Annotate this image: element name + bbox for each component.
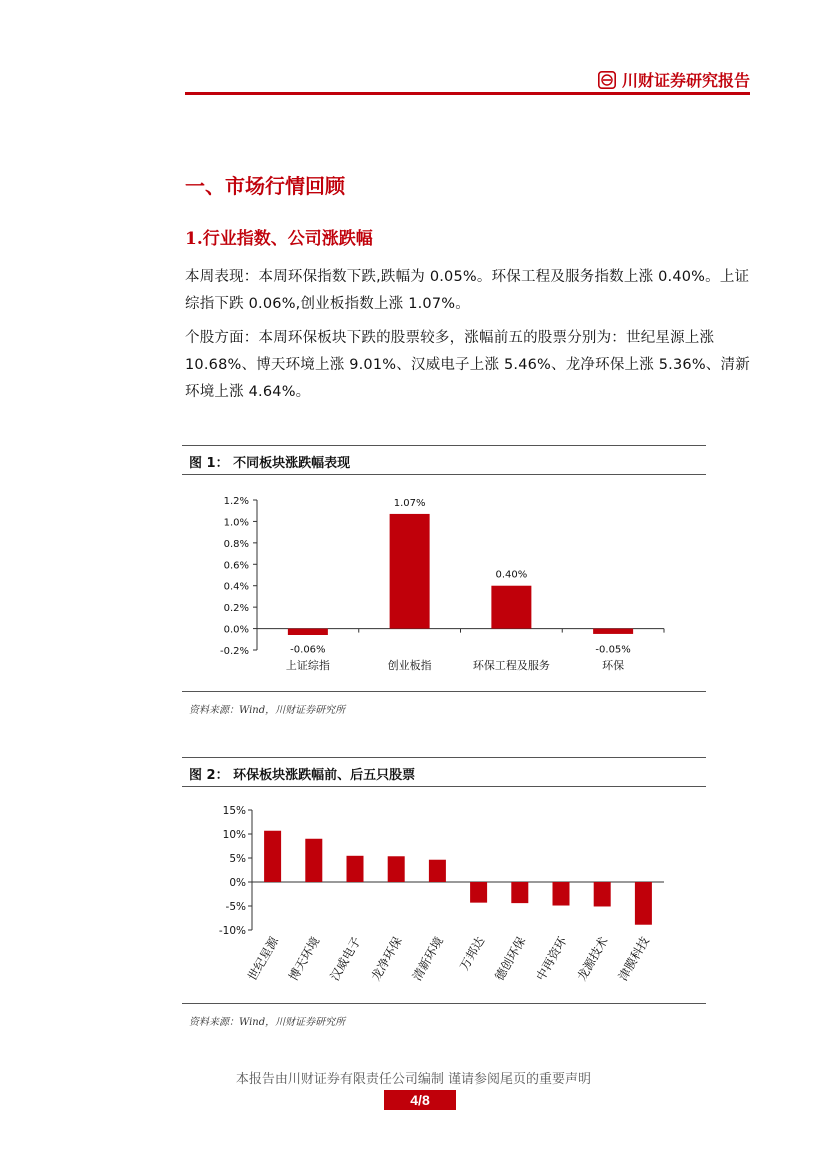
category-label: 清新环境 [409,934,446,984]
paragraph-stocks: 个股方面：本周环保板块下跌的股票较多，涨幅前五的股票分别为：世纪星源上涨 10.68%、博天环境上涨 9.01%、汉威电子上涨 5.46%、龙净环保上涨 5.36%、清新环境上涨 4.64%。 [185,330,750,400]
y-tick-label: -10% [218,925,246,937]
y-tick-label: 0.6% [223,560,249,572]
category-label: 汉威电子 [327,934,364,984]
y-tick-label: 0.0% [223,624,249,636]
bar [470,882,487,903]
bar [429,860,446,882]
figure2-top-rule [182,757,706,758]
bar [390,514,430,629]
y-tick-label: 0.2% [223,603,249,615]
footer-statement: 本报告由川财证券有限责任公司编制 谨请参阅尾页的重要声明 [235,1072,592,1087]
category-label: 龙净环保 [368,934,405,984]
figure2-source: 资料来源：Wind，川财证券研究所 [189,1017,346,1028]
bar [347,856,364,882]
figure1-title: 图 1： 不同板块涨跌幅表现 [189,456,351,471]
category-label: 津膜科技 [615,934,652,984]
data-label: -0.06% [290,644,326,656]
bar [264,831,281,882]
category-label: 博天环境 [286,934,323,984]
data-label: 0.40% [495,569,528,581]
y-tick-label: -0.2% [219,646,249,657]
y-tick-label: 10% [222,829,246,841]
subsection-title: 1.行业指数、公司涨跌幅 [185,229,373,249]
figure1-chart [182,478,706,690]
bar [491,586,531,629]
data-label: 1.07% [393,497,426,509]
data-label: -0.05% [595,644,631,656]
figure2-title: 图 2： 环保板块涨跌幅前、后五只股票 [189,768,416,783]
brand-name: 川财证券研究报告 [621,71,750,90]
brand [598,68,750,91]
y-tick-label: 0.4% [223,581,249,593]
y-tick-label: 1.0% [223,517,249,529]
paragraph-weekly-performance: 本周表现：本周环保指数下跌,跌幅为 0.05%。环保工程及服务指数上涨 0.40%。上证综指下跌 0.06%,创业板指数上涨 1.07%。 [185,269,750,312]
figure2-title-rule [182,786,706,787]
category-label: 环保工程及服务 [472,659,550,672]
bar [635,882,652,925]
bar [288,629,328,635]
figure1-title-rule [182,474,706,475]
bar [594,882,611,906]
y-tick-label: -5% [225,901,246,913]
y-tick-label: 5% [229,853,246,865]
page-number: 4/8 [384,1090,456,1110]
y-tick-label: 0.8% [223,538,249,550]
bar [305,839,322,882]
section-title: 一、市场行情回顾 [185,174,345,198]
category-label: 世纪星源 [245,934,282,984]
category-label: 上证综指 [285,659,330,672]
figure2-chart [182,790,706,1002]
chuancai-logo-icon [598,71,616,89]
y-tick-label: 0% [229,877,246,889]
category-label: 龙源技术 [574,934,611,984]
category-label: 中再资环 [533,934,570,984]
header-rule [185,92,750,95]
bar [553,882,570,906]
category-label: 德创环保 [492,934,529,984]
category-label: 创业板指 [387,659,432,672]
bar [593,629,633,634]
y-tick-label: 15% [222,805,246,817]
bar [511,882,528,903]
report-header [185,66,750,94]
figure1-source: 资料来源：Wind，川财证券研究所 [189,705,346,716]
bar [388,856,405,882]
figure2-bottom-rule [182,1003,706,1004]
category-label: 环保 [602,659,625,672]
category-label: 万邦达 [457,934,488,973]
figure1-top-rule [182,445,706,446]
y-tick-label: 1.2% [223,496,249,507]
figure1-bottom-rule [182,691,706,692]
